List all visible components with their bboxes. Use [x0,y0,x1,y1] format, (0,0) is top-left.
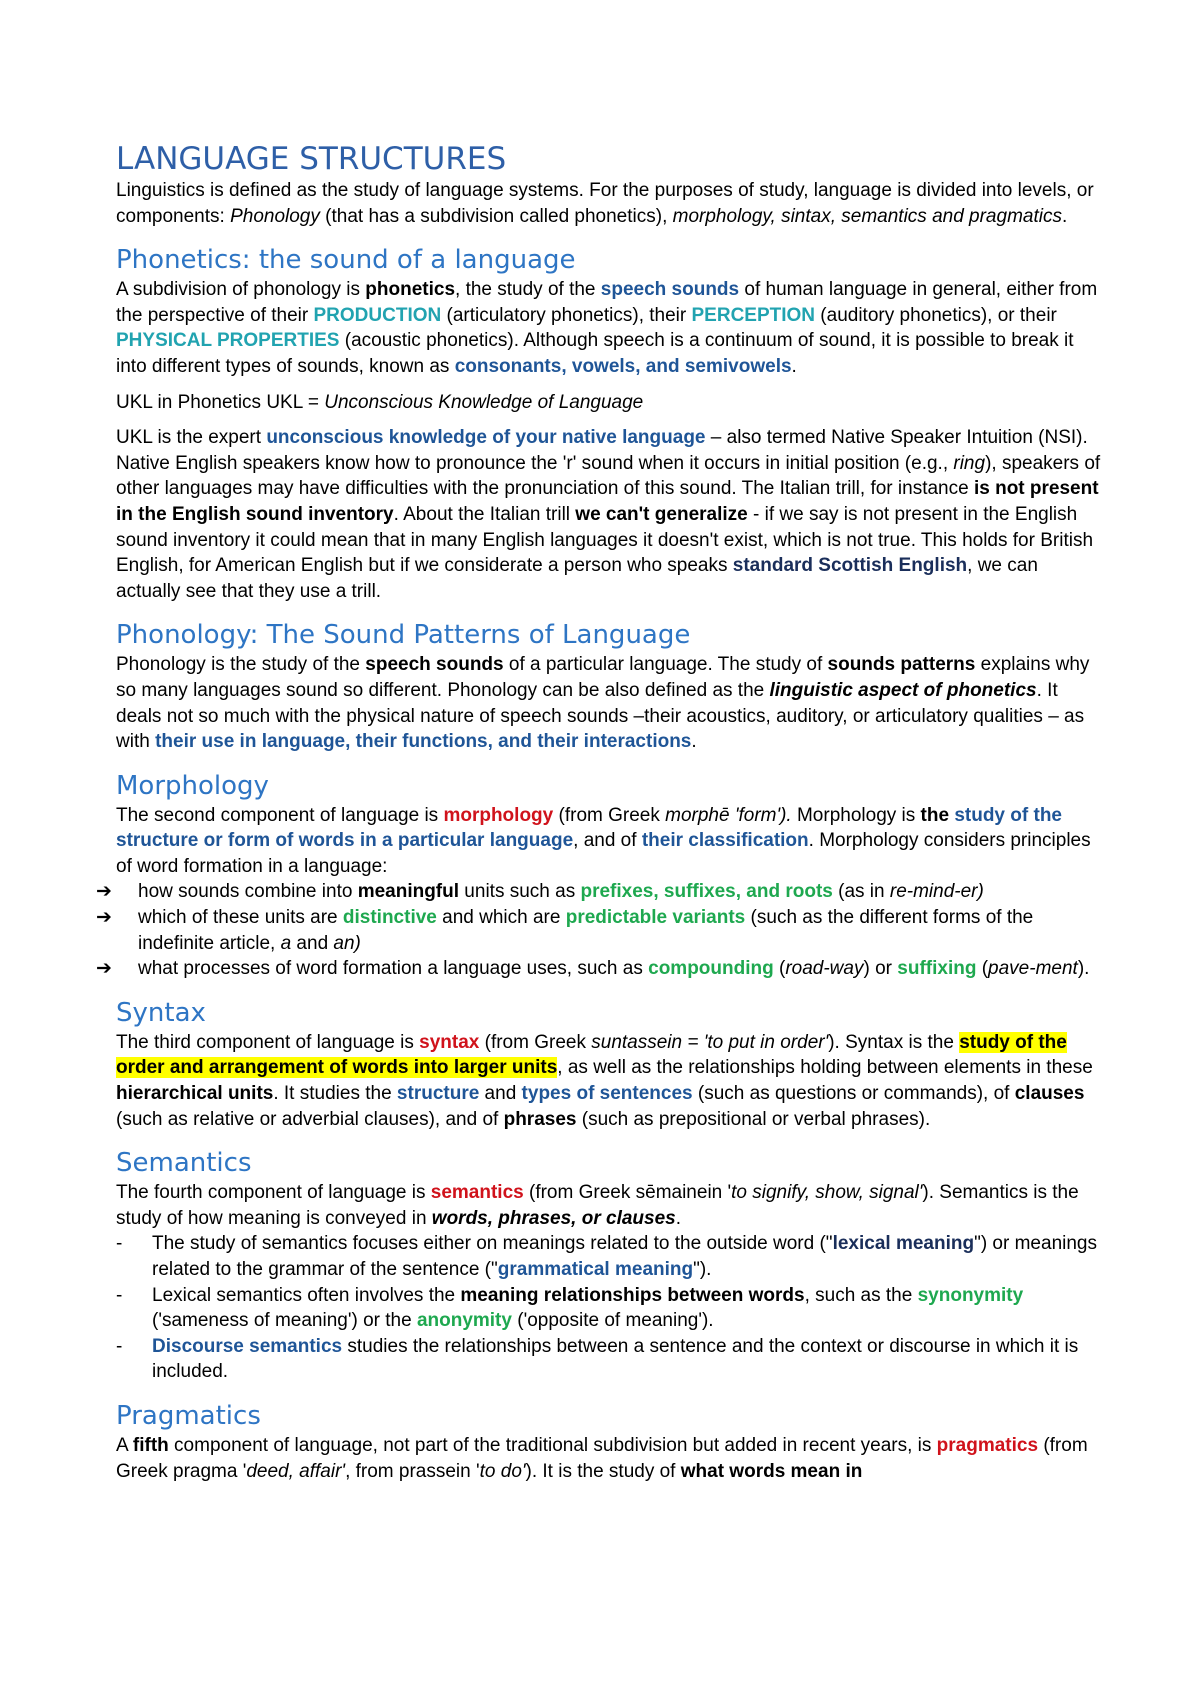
arrow-icon: ➔ [96,958,112,980]
dash-marker: - [116,1284,123,1306]
arrow-icon: ➔ [96,907,112,929]
highlighted-text: study of the order and arrangement of words into larger units [116,1031,1067,1079]
heading-syntax: Syntax [116,997,206,1028]
list-item: ➔ which of these units are distinctive and which are predictable variants (such as the different forms of the indefinite article, a and an) [96,907,1034,954]
phonology-paragraph: Phonology is the study of the speech sounds of a particular language. The study of sounds patterns explains why so many languages sound so different. Phonology can be also defined as the linguistic aspect of phonetics. It deals not so much with the physical nature of speech sounds –their acoustics, auditory, or articulatory qualities – as with their use in language, their functions, and their interactions. [116,654,1090,753]
list-item: - Lexical semantics often involves the meaning relationships between words, such as the synonymity ('sameness of meaning') or the anonymity ('opposite of meaning'). [116,1284,1024,1332]
heading-phonology: Phonology: The Sound Patterns of Language [116,620,691,651]
pragmatics-paragraph: A fifth component of language, not part of the traditional subdivision but added in recent years, is pragmatics (from Greek pragma 'deed, affair', from prassein 'to do'). It is the study of what words mean in [116,1434,1088,1482]
morphology-list [96,879,1106,981]
arrow-icon: ➔ [96,881,112,903]
list-item: ➔ how sounds combine into meaningful units such as prefixes, suffixes, and roots (as in re-mind-er) [116,879,1106,905]
ukl-definition: UKL in Phonetics UKL = Unconscious Knowledge of Language [116,391,644,413]
list-item: - The study of semantics focuses either on meanings related to the outside word ("lexical meaning") or meanings related to the grammar of the sentence ("grammatical meaning"). [116,1233,1097,1280]
heading-phonetics: Phonetics: the sound of a language [116,245,576,276]
semantics-paragraph: The fourth component of language is semantics (from Greek sēmainein 'to signify, show, signal'). Semantics is the study of how meaning is conveyed in words, phrases, or clauses. [116,1182,1079,1229]
page-title: LANGUAGE STRUCTURES [116,141,507,177]
ukl-paragraph: UKL is the expert unconscious knowledge of your native language – also termed Native Speaker Intuition (NSI). Native English speakers know how to pronounce the 'r' sound when it occurs in initial position (e.g., ring), speakers of other languages may have difficulties with the pronunciation of this sound. The Italian trill, for instance is not present in the English sound inventory. About the Italian trill we can't generalize - if we say is not present in the English sound inventory it could mean that in many English languages it doesn't exist, which is not true. This holds for British English, for American English but if we considerate a person who speaks standard Scottish English, we can actually see that they use a trill. [116,427,1101,602]
dash-marker: - [116,1335,123,1357]
heading-semantics: Semantics [116,1148,252,1179]
morphology-paragraph: The second component of language is morphology (from Greek morphē 'form'). Morphology is the study of the structure or form of words in a particular language, and of their classification. Morphology considers principles of word formation in a language: [116,804,1091,877]
syntax-paragraph: The third component of language is syntax (from Greek suntassein = 'to put in order'). Syntax is the study of the order and arrangement of words into larger units, as well as the relationships holding between elements in these hierarchical units. It studies the structure and types of sentences (such as questions or commands), of clauses (such as relative or adverbial clauses), and of phrases (such as prepositional or verbal phrases). [116,1031,1093,1130]
heading-morphology: Morphology [116,770,269,801]
semantics-list [116,1231,1106,1385]
heading-pragmatics: Pragmatics [116,1400,261,1431]
dash-marker: - [116,1233,123,1255]
intro-paragraph: Linguistics is defined as the study of language systems. For the purposes of study, language is divided into levels, or components: Phonology (that has a subdivision called phonetics), morphology, sintax, semantics and pragmatics. [116,180,1094,227]
phonetics-paragraph: A subdivision of phonology is phonetics, the study of the speech sounds of human language in general, either from the perspective of their PRODUCTION (articulatory phonetics), their PERCEPTION (auditory phonetics), or their PHYSICAL PROPERTIES (acoustic phonetics). Although speech is a continuum of sound, it is possible to break it into different types of sounds, known as consonants, vowels, and semivowels. [116,279,1098,377]
document-page [96,140,1106,1484]
list-item: ➔ what processes of word formation a language uses, such as compounding (road-way) or suffixing (pave-ment). [116,956,1106,982]
list-item: - Discourse semantics studies the relationships between a sentence and the context or discourse in which it is included. [116,1335,1079,1383]
